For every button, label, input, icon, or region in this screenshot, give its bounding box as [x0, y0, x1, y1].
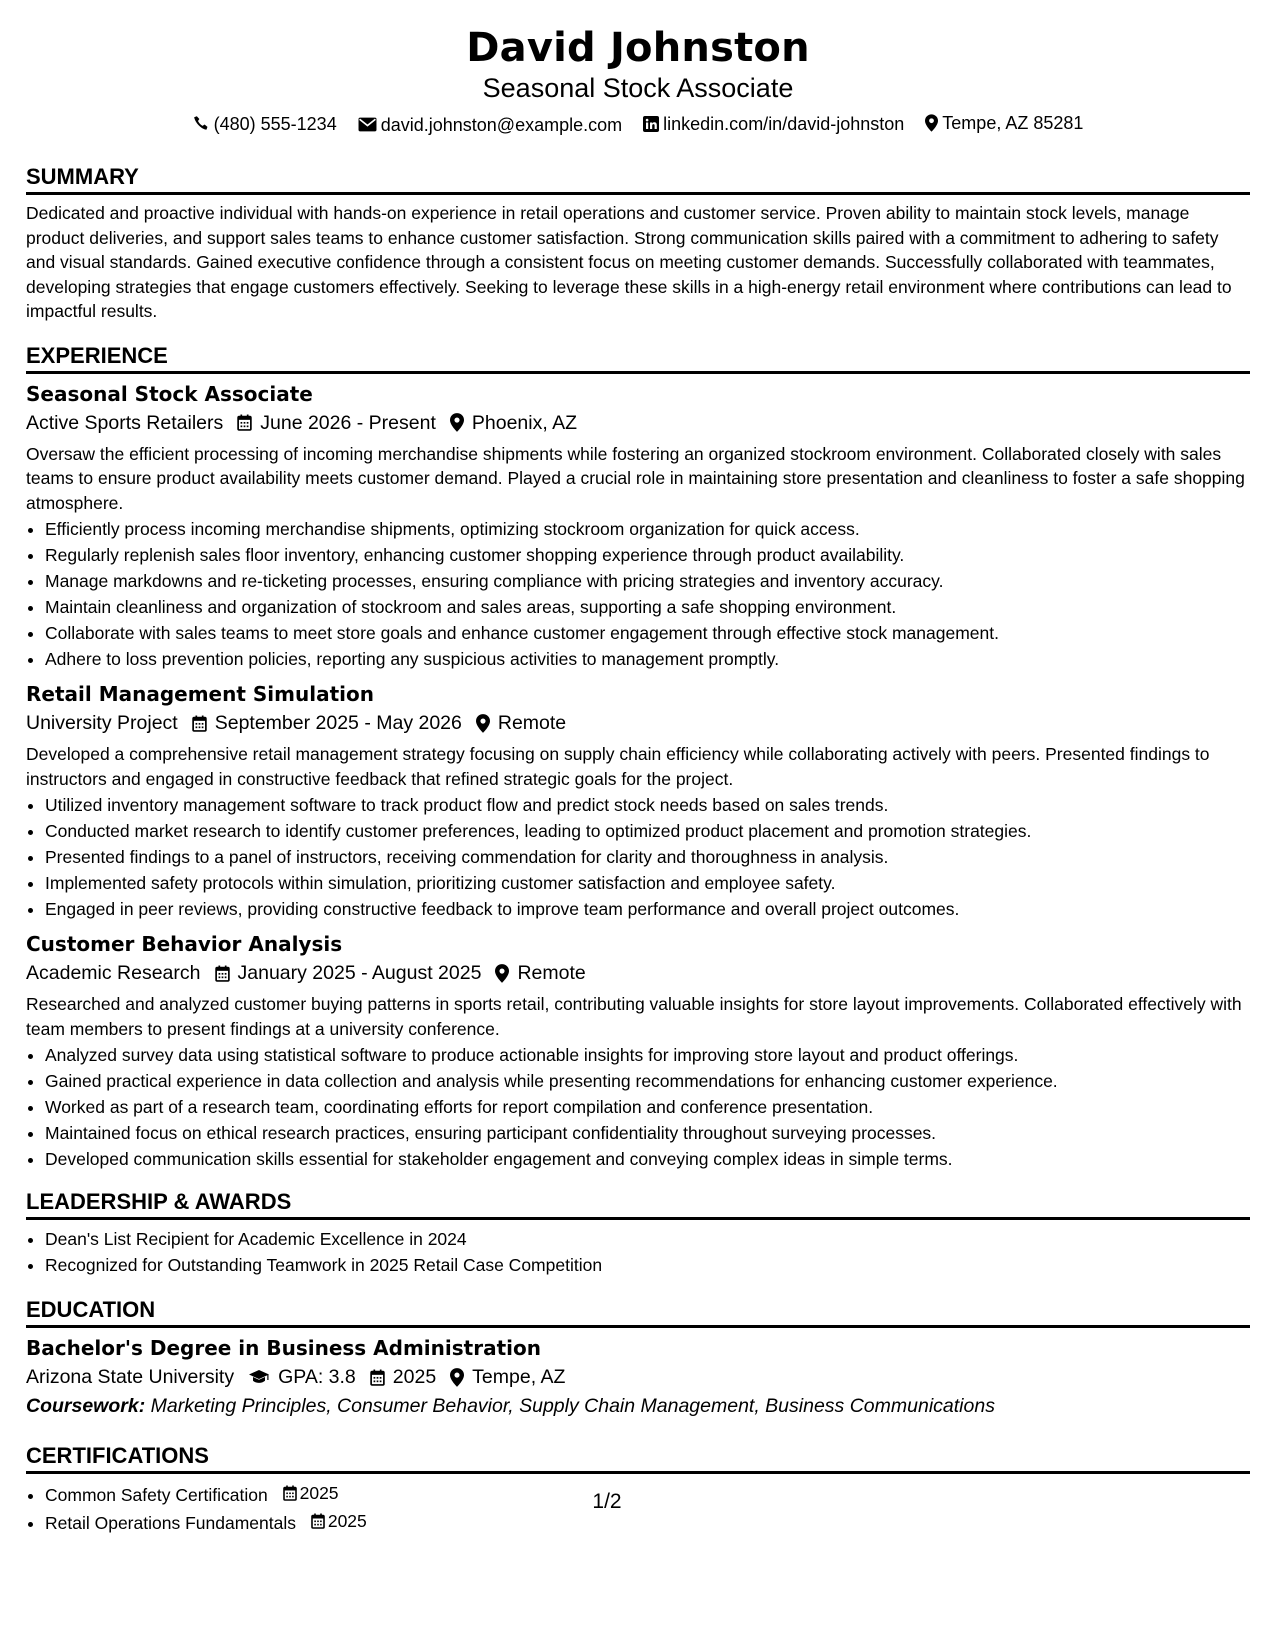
- contact-email[interactable]: [358, 112, 622, 138]
- awards-list: [26, 1226, 1250, 1278]
- envelope-icon: [358, 117, 377, 132]
- certification-name: Common Safety Certification: [45, 1485, 268, 1505]
- job-bullets: [26, 1042, 1250, 1172]
- job-meta: [26, 708, 1250, 738]
- contact-location: [925, 110, 1083, 136]
- school-name: Arizona State University: [26, 1366, 235, 1388]
- summary-section: [26, 163, 1250, 324]
- leadership-section: [26, 1188, 1250, 1278]
- education-meta: [26, 1362, 1250, 1392]
- map-pin-icon: [476, 714, 490, 733]
- contact-linkedin[interactable]: [643, 111, 904, 137]
- graduation-year: 2025: [392, 1366, 437, 1388]
- resume-page: [26, 22, 1250, 1536]
- job-dates: January 2025 - August 2025: [237, 962, 482, 984]
- certification-year: 2025: [327, 1511, 367, 1531]
- job-title: Retail Management Simulation: [26, 682, 374, 706]
- list-item: • Conducted market research to identify customer preferences, leading to optimized product placement and promotion strategies.: [45, 818, 1250, 844]
- job-location: Remote: [517, 962, 586, 984]
- job-organization: Academic Research: [26, 962, 201, 984]
- list-item: • Implemented safety protocols within simulation, prioritizing customer satisfaction and employee safety.: [45, 870, 1250, 896]
- gpa: GPA: 3.8: [278, 1366, 356, 1388]
- linkedin-icon: [643, 116, 659, 132]
- list-item: • Utilized inventory management software to track product flow and predict stock needs based on sales trends.: [45, 792, 1250, 818]
- certifications-section: [26, 1442, 1250, 1536]
- map-pin-icon: [450, 413, 464, 432]
- job-title: Seasonal Stock Associate: [26, 381, 313, 406]
- job-description: Researched and analyzed customer buying patterns in sports retail, contributing valuable insights for store layout improvements. Collaborated effectively with team members to present findings at a university conference.: [26, 994, 1242, 1039]
- phone-text: (480) 555-1234: [213, 113, 337, 134]
- coursework-label: Coursework:: [26, 1395, 146, 1417]
- calendar-icon: [370, 1369, 385, 1386]
- calendar-icon: [192, 715, 207, 732]
- job-organization: University Project: [26, 712, 178, 734]
- list-item: • Developed communication skills essential for stakeholder engagement and conveying complex ideas in simple terms.: [45, 1146, 1250, 1172]
- job-description: Oversaw the efficient processing of incoming merchandise shipments while fostering an organized stockroom environment. Collaborated closely with sales teams to ensure product availability meets customer demand. Played a crucial role in maintaining store presentation and cleanliness to foster a safe shopping atmosphere.: [26, 443, 1245, 513]
- section-heading: EXPERIENCE: [26, 342, 1250, 374]
- candidate-title: Seasonal Stock Associate: [482, 73, 794, 103]
- list-item: • Recognized for Outstanding Teamwork in 2025 Retail Case Competition: [45, 1252, 1250, 1278]
- experience-entry: [26, 930, 1250, 1172]
- calendar-icon: [237, 414, 252, 431]
- contact-phone: [193, 111, 337, 137]
- list-item: • Adhere to loss prevention policies, reporting any suspicious activities to management promptly.: [45, 646, 1250, 672]
- list-item: • Regularly replenish sales floor inventory, enhancing customer shopping experience through product availability.: [45, 542, 1250, 568]
- section-heading: EDUCATION: [26, 1296, 1250, 1328]
- job-meta: [26, 408, 1250, 438]
- summary-text: Dedicated and proactive individual with hands-on experience in retail operations and customer service. Proven ability to maintain stock levels, manage product deliveries, and support sales teams to enhance customer satisfaction. Strong communication skills paired with a commitment to adhering to safety and visual standards. Gained executive confidence through a consistent focus on meeting customer demands. Successfully collaborated with teammates, developing strategies that engage customers effectively. Seeking to leverage these skills in a high-energy retail environment where contributions can lead to impactful results.: [26, 203, 1232, 321]
- map-pin-icon: [495, 964, 509, 983]
- map-pin-icon: [925, 114, 938, 132]
- calendar-icon: [215, 965, 230, 982]
- calendar-icon: [311, 1513, 325, 1529]
- job-description: Developed a comprehensive retail management strategy focusing on supply chain efficiency while collaborating actively with peers. Presented findings to instructors and engaged in constructive feedback that refined strategic goals for the project.: [26, 744, 1210, 789]
- job-location: Remote: [497, 712, 567, 734]
- list-item: • Worked as part of a research team, coordinating efforts for report compilation and conference presentation.: [45, 1094, 1250, 1120]
- job-dates: June 2026 - Present: [260, 411, 436, 434]
- list-item: • Dean's List Recipient for Academic Excellence in 2024: [45, 1226, 1250, 1252]
- coursework-list: Marketing Principles, Consumer Behavior, Supply Chain Management, Business Communications: [150, 1395, 995, 1417]
- certification-name: Retail Operations Fundamentals: [45, 1513, 296, 1533]
- experience-entry: [26, 380, 1250, 673]
- job-title: Customer Behavior Analysis: [26, 932, 343, 956]
- list-item: • Engaged in peer reviews, providing constructive feedback to improve team performance and overall project outcomes.: [45, 896, 1250, 922]
- map-pin-icon: [450, 1368, 464, 1387]
- coursework: [26, 1392, 1250, 1420]
- graduation-cap-icon: [248, 1369, 270, 1385]
- degree-title: Bachelor's Degree in Business Administration: [26, 1336, 541, 1360]
- certification-year: 2025: [299, 1483, 339, 1503]
- linkedin-text[interactable]: linkedin.com/in/david-johnston: [663, 114, 905, 134]
- education-section: [26, 1296, 1250, 1420]
- candidate-name: David Johnston: [466, 25, 810, 71]
- list-item: • Gained practical experience in data collection and analysis while presenting recommendations for enhancing customer experience.: [45, 1068, 1250, 1094]
- list-item: • Manage markdowns and re-ticketing processes, ensuring compliance with pricing strategies and inventory accuracy.: [45, 568, 1250, 594]
- page-number: 1/2: [592, 1490, 622, 1513]
- job-location: Phoenix, AZ: [471, 411, 578, 434]
- section-heading: CERTIFICATIONS: [26, 1442, 1250, 1474]
- list-item: • Maintained focus on ethical research practices, ensuring participant confidentiality throughout surveying processes.: [45, 1120, 1250, 1146]
- section-heading: SUMMARY: [26, 163, 1250, 195]
- list-item: • Maintain cleanliness and organization of stockroom and sales areas, supporting a safe shopping environment.: [45, 594, 1250, 620]
- job-bullets: [26, 516, 1250, 672]
- school-location: Tempe, AZ: [472, 1366, 566, 1388]
- phone-icon: [193, 115, 210, 132]
- resume-header: [26, 22, 1250, 139]
- email-text[interactable]: david.johnston@example.com: [380, 114, 623, 135]
- job-organization: Active Sports Retailers: [26, 411, 224, 434]
- list-item: • Presented findings to a panel of instructors, receiving commendation for clarity and thoroughness in analysis.: [45, 844, 1250, 870]
- list-item: • Analyzed survey data using statistical software to produce actionable insights for improving store layout and product offerings.: [45, 1042, 1250, 1068]
- job-bullets: [26, 792, 1250, 922]
- list-item: • Efficiently process incoming merchandise shipments, optimizing stockroom organization for quick access.: [45, 516, 1250, 542]
- job-dates: September 2025 - May 2026: [214, 712, 462, 734]
- job-meta: [26, 958, 1250, 988]
- contact-line: [26, 110, 1250, 139]
- location-text: Tempe, AZ 85281: [942, 113, 1084, 133]
- section-heading: LEADERSHIP & AWARDS: [26, 1188, 1250, 1220]
- list-item: • Collaborate with sales teams to meet store goals and enhance customer engagement through effective stock management.: [45, 620, 1250, 646]
- experience-section: [26, 342, 1250, 1173]
- experience-entry: [26, 680, 1250, 922]
